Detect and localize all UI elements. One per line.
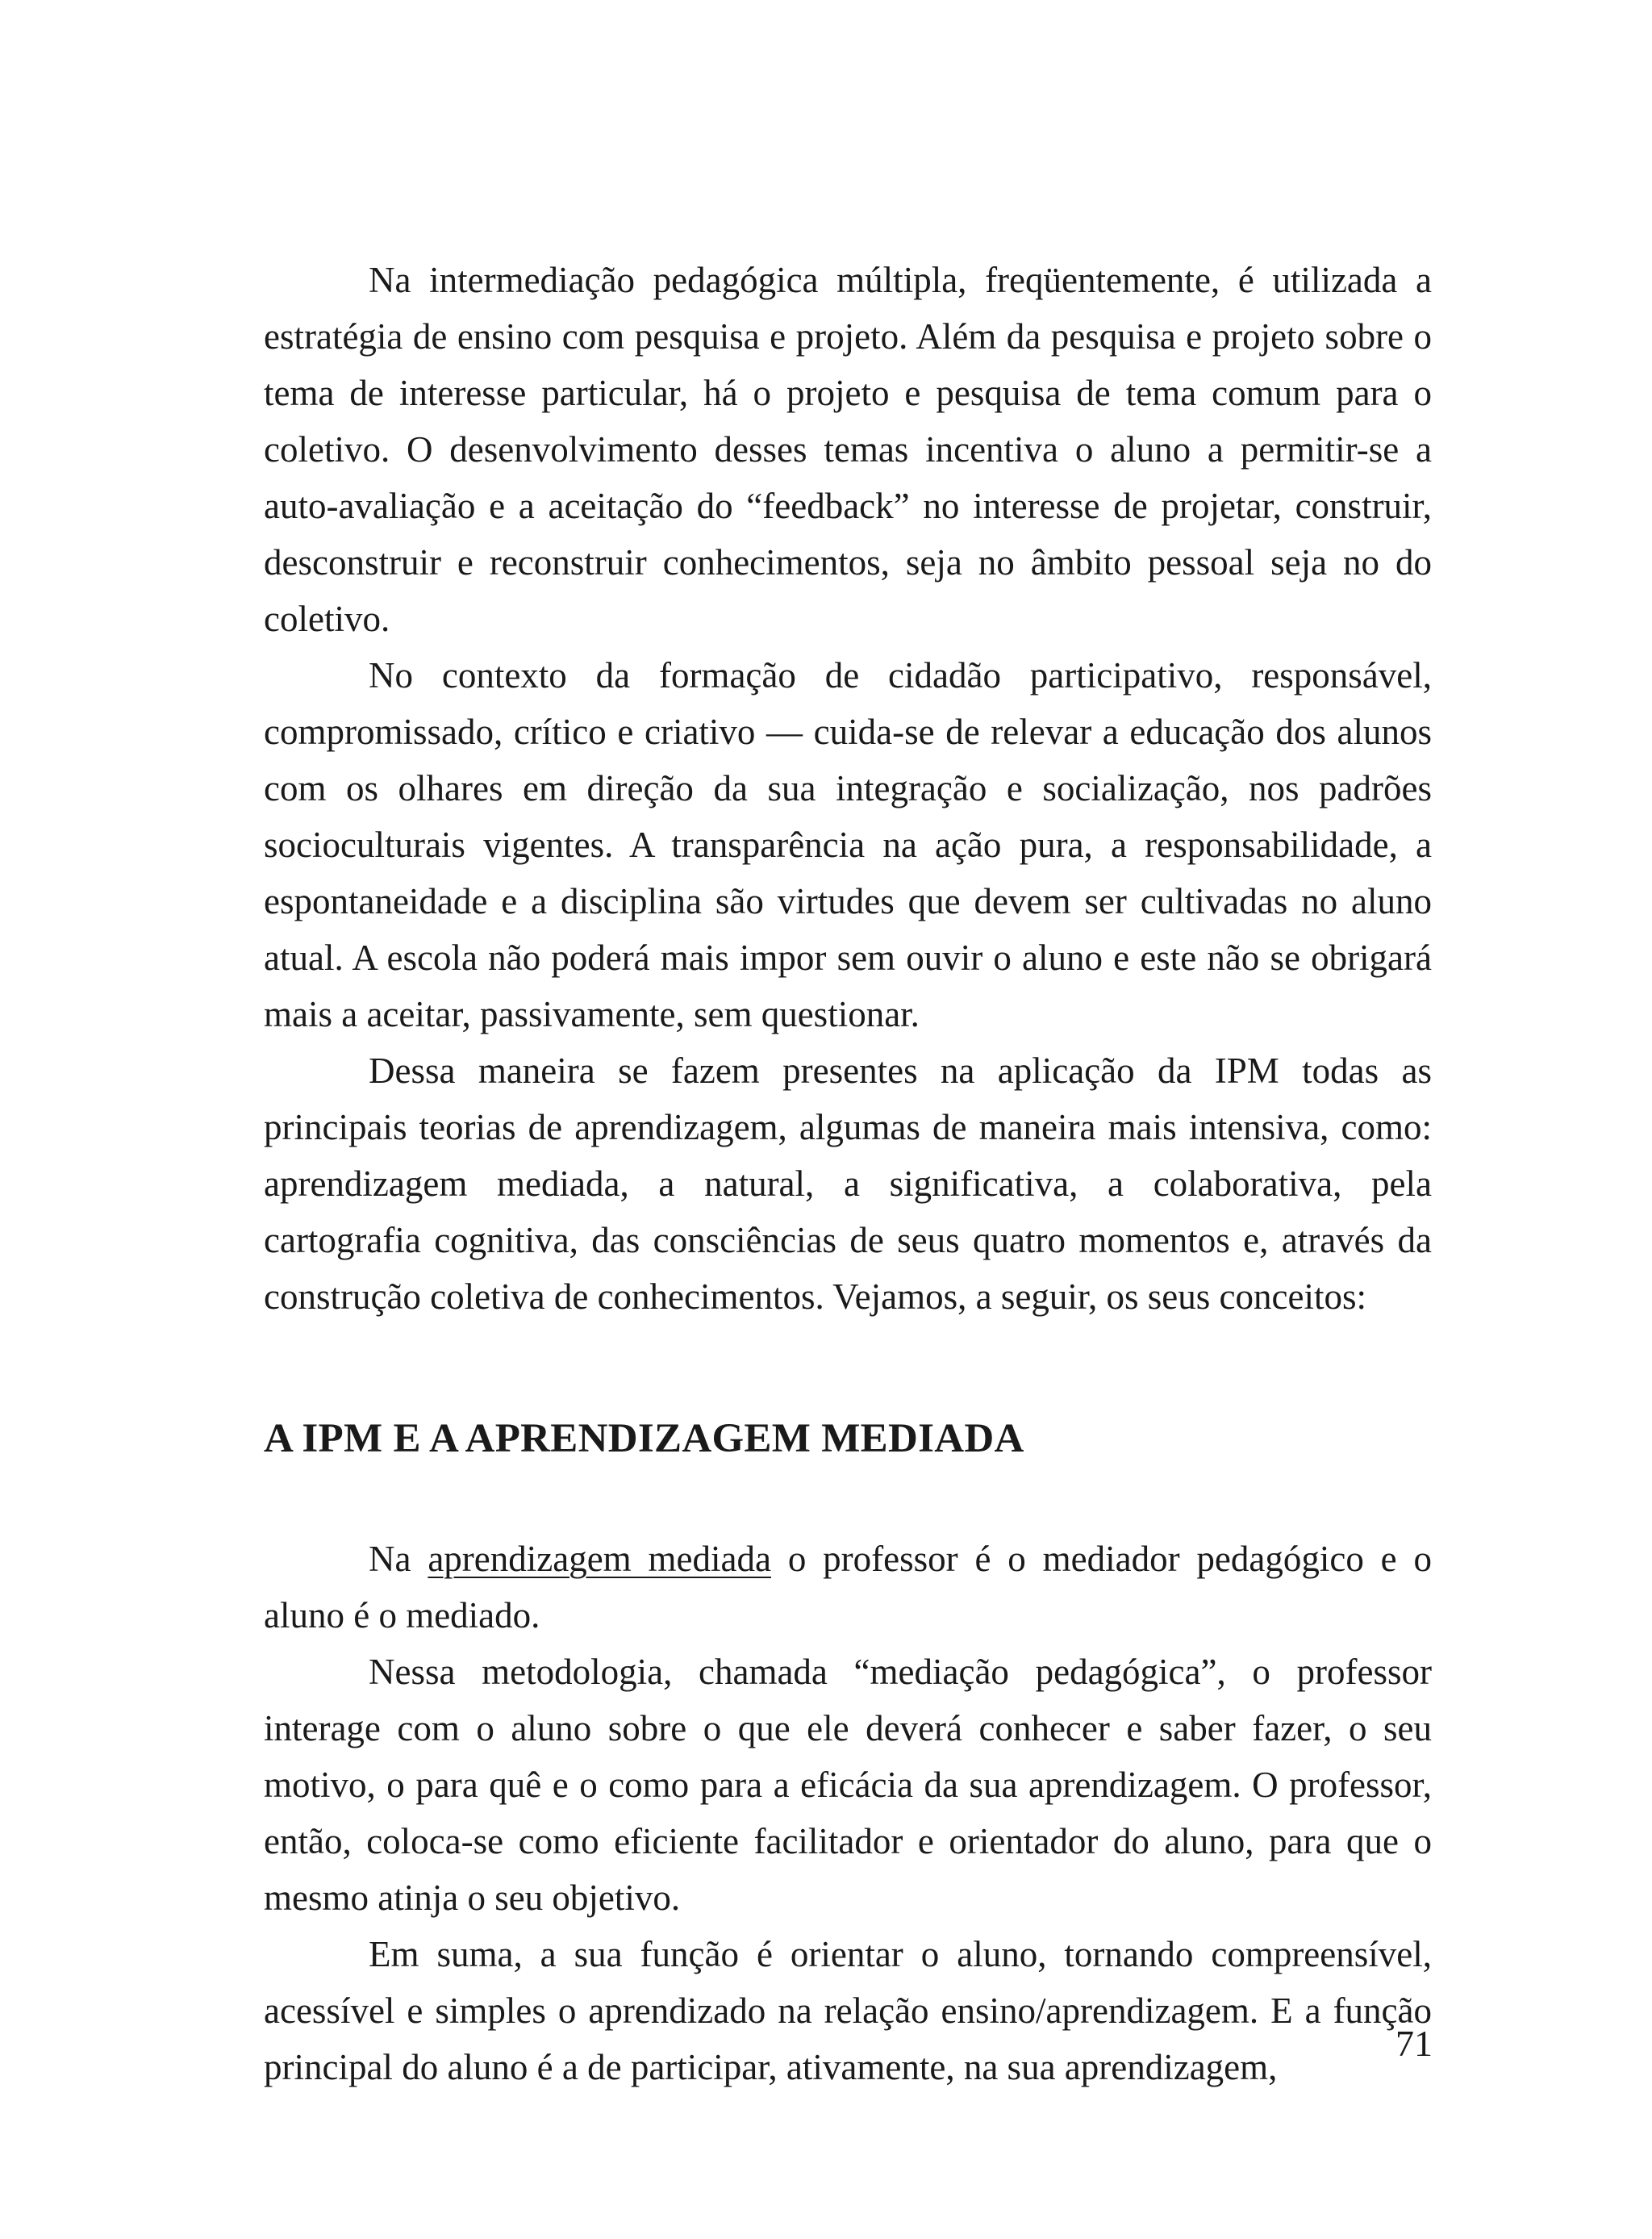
paragraph-teorias: Dessa maneira se fazem presentes na aplicação da IPM todas as principais teorias de aprendizagem, algumas de maneira mais intensiva, como: aprendizagem mediada, a natural, a significativa, a colaborativa, pela cartografia cognitiva, das consciências de seus quatro momentos e, através da construção coletiva de conhecimentos. Vejamos, a seguir, os seus conceitos:	[264, 1051, 1432, 1317]
paragraph-contexto: No contexto da formação de cidadão participativo, responsável, compromissado, crítico e criativo — cuida-se de relevar a educação dos alunos com os olhares em direção da sua integração e socialização, nos padrões socioculturais vigentes. A transparência na ação pura, a responsabilidade, a espontaneidade e a disciplina são virtudes que devem ser cultivadas no aluno atual. A escola não poderá mais impor sem ouvir o aluno e este não se obrigará mais a aceitar, passivamente, sem questionar.	[264, 655, 1432, 1034]
mediada-prefix: Na	[369, 1539, 428, 1579]
page-number: 71	[1395, 2023, 1433, 2064]
underlined-term: aprendizagem mediada	[428, 1539, 771, 1579]
section-heading: A IPM E A APRENDIZAGEM MEDIADA	[264, 1416, 1024, 1461]
paragraph-em-suma: Em suma, a sua função é orientar o aluno, tornando compreensível, acessível e simples o aprendizado na relação ensino/aprendizagem. E a função principal do aluno é a de participar, ativamente, na sua aprendizagem,	[264, 1934, 1432, 2087]
mediada-suffix: o professor é o mediador pedagógico e o aluno é o mediado.	[264, 1539, 1433, 1635]
page-body	[264, 252, 1432, 2095]
paragraph-metodologia: Nessa metodologia, chamada “mediação pedagógica”, o professor interage com o aluno sobre o que ele deverá conhecer e saber fazer, o seu motivo, o para quê e o como para a eficácia da sua aprendizagem. O professor, então, coloca-se como eficiente facilitador e orientador do aluno, para que o mesmo atinja o seu objetivo.	[264, 1652, 1432, 1918]
paragraph-intermediacao: Na intermediação pedagógica múltipla, freqüentemente, é utilizada a estratégia de ensino com pesquisa e projeto. Além da pesquisa e projeto sobre o tema de interesse particular, há o projeto e pesquisa de tema comum para o coletivo. O desenvolvimento desses temas incentiva o aluno a permitir-se a auto-avaliação e a aceitação do “feedback” no interesse de projetar, construir, desconstruir e reconstruir conhecimentos, seja no âmbito pessoal seja no do coletivo.	[264, 260, 1432, 639]
heading-spacer	[264, 1468, 1432, 1531]
paragraph-mediada	[264, 1531, 1432, 1644]
